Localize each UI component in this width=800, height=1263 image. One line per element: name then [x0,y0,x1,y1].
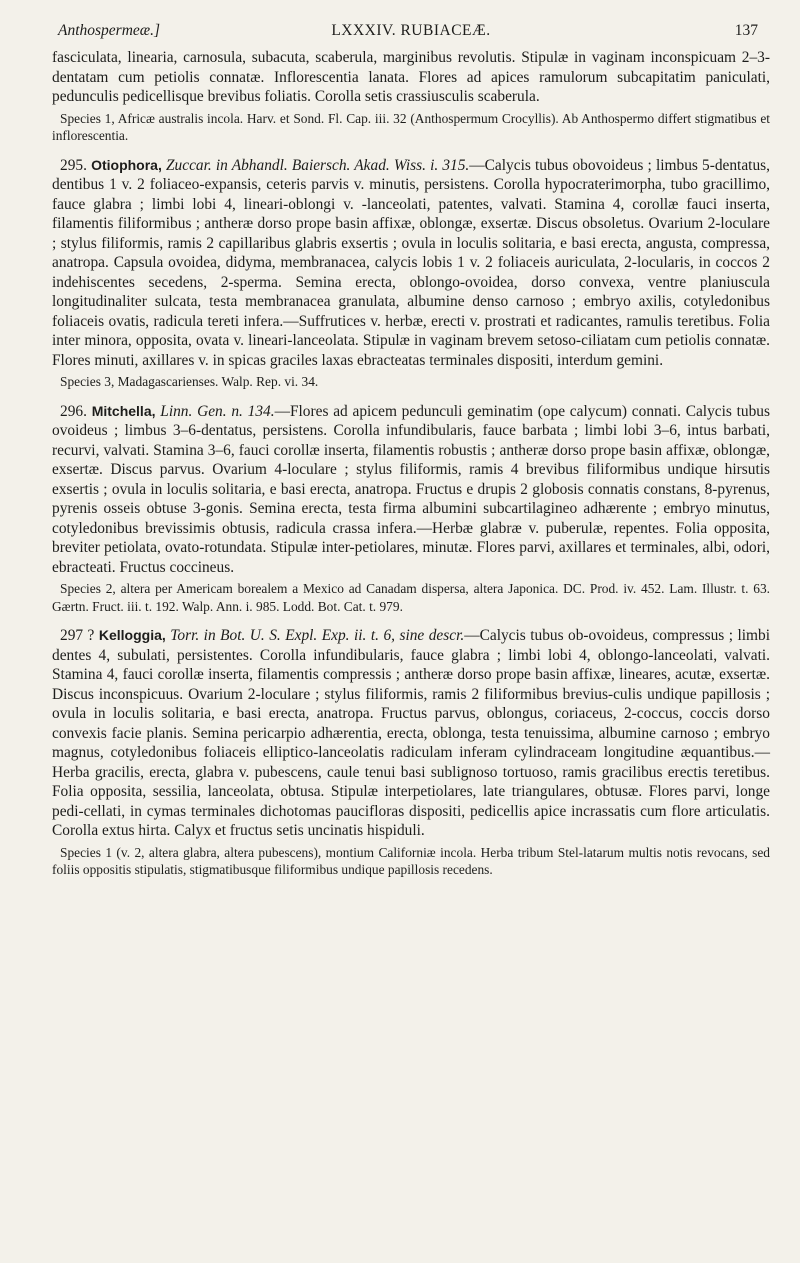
entry-description [52,626,770,841]
page-body [52,48,770,879]
intro-description: fasciculata, linearia, carnosula, subacuta, scaberula, marginibus revolutis. Stipulæ in vaginam inconspicuam 2–3-dentatam cum petiolis connatæ. Inflorescentia lanata. Flores ad apices ramulorum subcapitatim paniculati, pedunculis pedicellisque brevibus foliatis. Corolla setis crassiusculis scaberula. [52,49,770,105]
species-note: Species 2, altera per Americam borealem a Mexico ad Canadam dispersa, altera Japonica. DC. Prod. iv. 452. Lam. Illustr. t. 63. Gærtn. Fruct. iii. t. 192. Walp. Ann. i. 985. Lodd. Bot. Cat. t. 979. [52,581,770,614]
entry-body: —Flores ad apicem pedunculi geminatim (ope calycum) connati. Calycis tubus ovoideus ; limbus 3–6-dentatus, persistens. Corolla infundibularis, fauce barbata ; limbi lobi 3–6, intus barbati, recurvi, valvati. Stamina 3–6, fauci corollæ inserta, filamentis robustis ; antheræ dorso prope basin affixæ, oblongæ, exsertæ. Discus parvus. Ovarium 4-loculare ; stylus filiformis, ramis 4 brevibus filiformibus undique hirsutis exsertis ; ovula in loculis solitaria, e basi erecta, anatropa. Fructus e drupis 2 globosis connatis constans, 8-pyrenus, pyrenis osseis obtuse 3-gonis. Semina erecta, testa firma albumini subcartilagineo adhærente ; embryo minutus, cotyledonibus brevissimis obtusis, radicula crassa infera.—Herbæ glabræ v. puberulæ, repentes. Folia opposita, breviter petiolata, ovato-rotundata. Stipulæ inter-petiolares, minutæ. Flores parvi, axillares et terminales, albi, odori, ebracteati. Fructus coccineus. [52,402,770,576]
genus-name: Mitchella, [91,402,156,419]
genus-authority: Zuccar. in Abhandl. Baiersch. Akad. Wiss. i. 315. [166,156,470,174]
species-note: Species 1 (v. 2, altera glabra, altera pubescens), montium Californiæ incola. Herba tribum Stel-latarum multis notis revocans, sed foliis oppositis stipulatis, stigmatibusque filiformibus undique papillosis recedens. [52,844,770,877]
genus-authority: Linn. Gen. n. 134. [160,402,275,420]
entry-description [52,156,770,371]
page-number: 137 [734,22,758,39]
entry-number: 296. [60,402,87,420]
entry-body: —Calycis tubus obovoideus ; limbus 5-dentatus, dentibus 1 v. 2 foliaceo-expansis, ceteris parvis v. minutis, persistens. Corolla hypocraterimorpha, tubo gracillimo, fauce glabra ; limbi lobi 4, lineari-oblongi v. -lanceolati, patentes, valvati. Stamina 4, corollæ fauci inserta, filamentis filiformibus ; antheræ dorso prope basin affixæ, oblongæ, exsertæ. Discus obsoletus. Ovarium 2-loculare ; stylus filiformis, ramis 2 capillaribus glabris exsertis ; ovula in loculis solitaria, e basi erecta, angusta, compressa, anatropa. Capsula ovoidea, didyma, membranacea, calycis lobis 1 v. 2 foliaceis auriculata, 2-locularis, in coccos 2 indehiscentes secedens, 2-sperma. Semina erecta, oblongo-ovoidea, dorso convexa, ventre planiuscula longitudinaliter sulcata, testa membranacea granulata, albumine denso carnoso ; embryo axilis, cotyledonibus foliaceis ovatis, radicula tereti infera.—Suffrutices v. herbæ, erecti v. prostrati et radicantes, ramulis teretibus. Folia inter minora, opposita, ovata v. lineari-lanceolata. Stipulæ in vaginam brevem setoso-ciliatam cum petiolis connatæ. Flores minuti, axillares v. in spicas graciles laxas ebracteatas terminales dispositi, interdum gemini. [52,156,770,369]
genus-name: Kelloggia, [98,627,166,643]
genus-entry-kelloggia [52,626,770,879]
header-family: LXXXIV. RUBIACEÆ. [331,22,491,39]
entry-body: —Calycis tubus ob-ovoideus, compressus ; limbi dentes 4, subulati, persistentes. Corolla infundibularis, fauce glabra ; limbi lobi 4, oblongo-lanceolati, valvati. Stamina 4, fauci corollæ inserta, filamentis compressis ; antheræ dorso prope basin affixæ, lineares, acutæ, exsertæ. Discus inconspicuus. Ovarium 2-loculare ; stylus filiformis, ramis 2 filiformibus brevius-culis undique papillosis ; ovula in loculis solitaria, e basi erecta, anatropa. Fructus parvus, oblongus, coriaceus, 2-coccus, coccis dorso convexis facie planis. Semina pericarpio adhærentia, erecta, oblonga, testa tenuissima, albumine carnoso ; embryo magnus, cotyledonibus foliaceis elliptico-lanceolatis radiculam inferam cylindraceam longitudine æquantibus.—Herba gracilis, erecta, glabra v. pubescens, caule tenui basi sublignoso tortuoso, ramis gracilibus erectis teretibus. Folia opposita, sessilia, lanceolata, obtusa. Stipulæ interpetiolares, late triangulares, obtusæ. Flores parvi, longe pedi-cellati, in cymas terminales dichotomas paucifloras dispositi, pedicellis apice incrassatis cum flore articulatis. Corolla extus hirta. Calyx et fructus setis uncinatis hispiduli. [52,627,770,839]
intro-species-note: Species 1, Africæ australis incola. Harv. et Sond. Fl. Cap. iii. 32 (Anthospermum Crocyllis). Ab Anthospermo differt stigmatibus et inflorescentia. [52,110,770,143]
running-header [52,14,770,44]
entry-number: 295. [60,156,87,174]
entry-number: 297 ? [60,627,95,644]
genus-entry-mitchella [52,402,770,616]
genus-authority: Torr. in Bot. U. S. Expl. Exp. ii. t. 6, sine descr. [170,627,465,644]
genus-entry-otiophora [52,156,770,391]
species-note: Species 3, Madagascarienses. Walp. Rep. vi. 34. [60,374,319,389]
genus-name: Otiophora, [91,156,162,173]
header-tribe: Anthospermeæ.] [58,22,161,39]
entry-description [52,402,770,578]
